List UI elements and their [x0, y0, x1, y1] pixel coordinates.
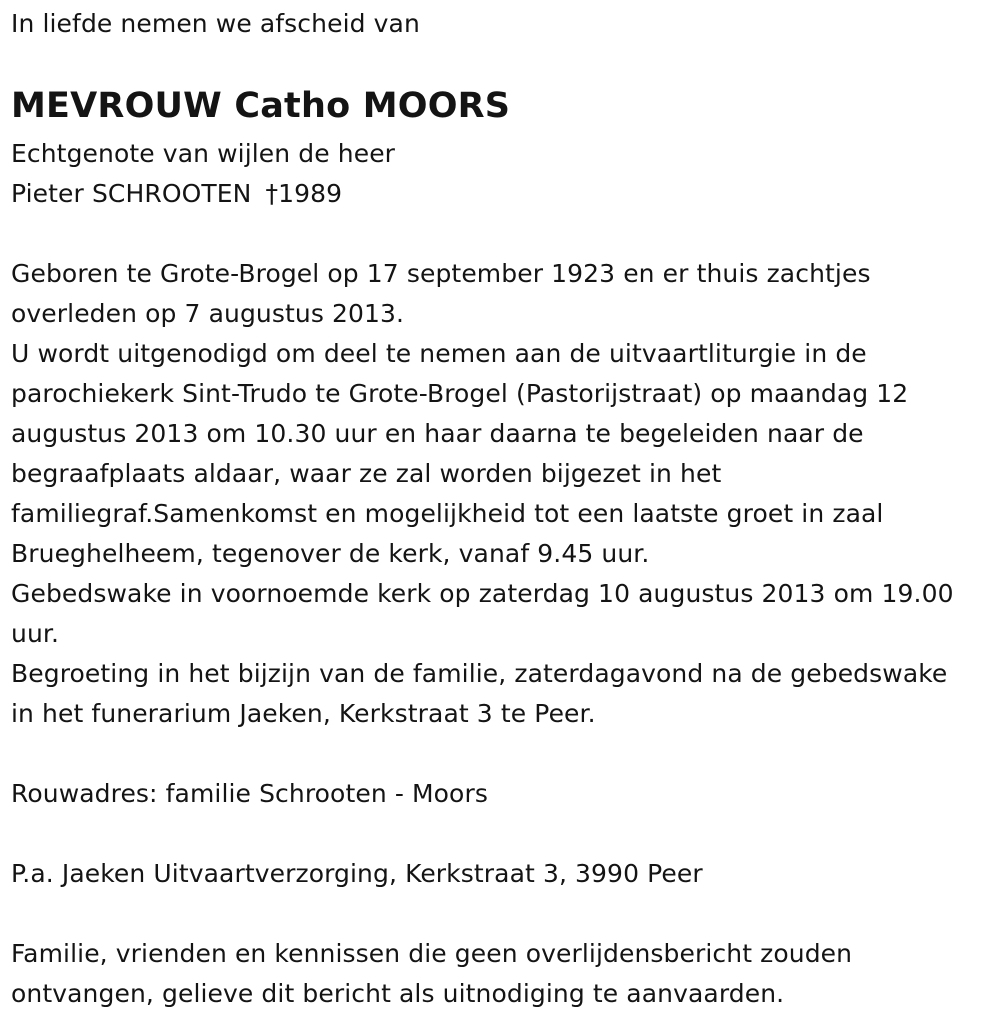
body-line: familiegraf.Samenkomst en mogelijkheid tot een laatste groet in zaal	[11, 499, 884, 528]
spouse-death-year: 1989	[278, 179, 343, 208]
cross-icon: †	[265, 179, 279, 208]
spouse-line: Echtgenote van wijlen de heer	[11, 139, 396, 168]
body-line: uur.	[11, 619, 60, 648]
spouse-name: Pieter SCHROOTEN	[11, 179, 252, 208]
body-line: Brueghelheem, tegenover de kerk, vanaf 9.45 uur.	[11, 539, 650, 568]
body-line: parochiekerk Sint-Trudo te Grote-Brogel (Pastorijstraat) op maandag 12	[11, 379, 909, 408]
body-line: Geboren te Grote-Brogel op 17 september 1923 en er thuis zachtjes	[11, 259, 871, 288]
mourning-address: Rouwadres: familie Schrooten - Moors	[11, 779, 488, 808]
body-line: U wordt uitgenodigd om deel te nemen aan de uitvaartliturgie in de	[11, 339, 867, 368]
body-line: begraafplaats aldaar, waar ze zal worden bijgezet in het	[11, 459, 722, 488]
care-address: P.a. Jaeken Uitvaartverzorging, Kerkstraat 3, 3990 Peer	[11, 859, 703, 888]
body-line: augustus 2013 om 10.30 uur en haar daarna te begeleiden naar de	[11, 419, 864, 448]
body-line: Gebedswake in voornoemde kerk op zaterdag 10 augustus 2013 om 19.00	[11, 579, 954, 608]
spouse-name-line	[11, 174, 342, 214]
closing-line: Familie, vrienden en kennissen die geen overlijdensbericht zouden	[11, 939, 853, 968]
body-line: overleden op 7 augustus 2013.	[11, 299, 405, 328]
intro-line: In liefde nemen we afscheid van	[11, 9, 420, 38]
body-line: Begroeting in het bijzijn van de familie, zaterdagavond na de gebedswake	[11, 659, 948, 688]
closing-line: ontvangen, gelieve dit bericht als uitnodiging te aanvaarden.	[11, 979, 785, 1008]
body-line: in het funerarium Jaeken, Kerkstraat 3 te Peer.	[11, 699, 596, 728]
deceased-name: MEVROUW Catho MOORS	[11, 86, 511, 126]
